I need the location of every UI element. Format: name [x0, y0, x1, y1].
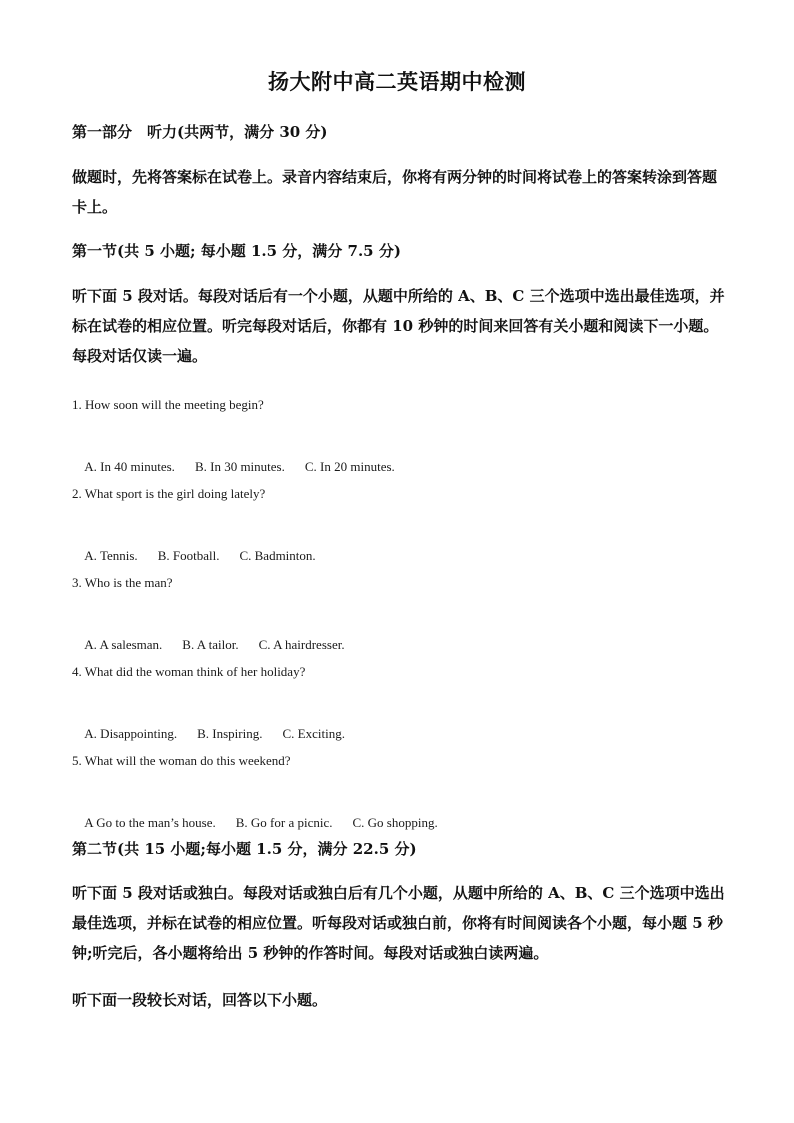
- option-b: B. In 30 minutes.: [194, 459, 285, 474]
- option-a: A. Disappointing.: [84, 726, 178, 741]
- option-a: A. Tennis.: [84, 548, 138, 563]
- question-2: 2. What sport is the girl doing lately?: [72, 486, 266, 501]
- page-title: 扬大附中高二英语期中检测: [268, 69, 526, 94]
- section2-heading: 第二节(共 15 小题;每小题 1.5 分，满分 22.5 分): [72, 840, 417, 858]
- question-3: 3. Who is the man?: [72, 575, 173, 590]
- option-b: B. Go for a picnic.: [235, 815, 333, 830]
- section2-instruction: 听下面 5 段对话或独白。每段对话或独白后有几个小题，从题中所给的 A、B、C 三个选项中选出最佳选项，并标在试卷的相应位置。听每段对话或独白前，你将有时间阅读各个小题，每小题 5 秒钟;听完后，各小题将给出 5 秒钟的作答时间。每段对话或独白读两遍。: [72, 884, 725, 962]
- section1-heading: 第一节(共 5 小题; 每小题 1.5 分，满分 7.5 分): [72, 242, 401, 260]
- option-b: B. A tailor.: [182, 637, 239, 652]
- option-c: C. Badminton.: [239, 548, 316, 563]
- section1-instruction: 听下面 5 段对话。每段对话后有一个小题，从题中所给的 A、B、C 三个选项中选出最佳选项，并标在试卷的相应位置。听完每段对话后，你都有 10 秒钟的时间来回答有关小题和阅读下一小题。每段对话仅读一遍。: [72, 287, 725, 365]
- option-a: A Go to the man’s house.: [84, 815, 216, 830]
- instruction-1: 做题时，先将答案标在试卷上。录音内容结束后，你将有两分钟的时间将试卷上的答案转涂到答题卡上。: [72, 168, 718, 216]
- question-5: 5. What will the woman do this weekend?: [72, 753, 291, 768]
- question-1: 1. How soon will the meeting begin?: [72, 397, 264, 412]
- option-b: B. Inspiring.: [197, 726, 263, 741]
- option-a: A. A salesman.: [84, 637, 163, 652]
- option-b: B. Football.: [157, 548, 220, 563]
- next-instruction: 听下面一段较长对话，回答以下小题。: [72, 991, 328, 1009]
- part1-heading: 第一部分 听力(共两节，满分 30 分): [72, 123, 328, 141]
- question-4: 4. What did the woman think of her holiday?: [72, 664, 306, 679]
- option-c: C. Exciting.: [282, 726, 345, 741]
- option-c: C. Go shopping.: [352, 815, 438, 830]
- option-c: C. A hairdresser.: [258, 637, 345, 652]
- option-c: C. In 20 minutes.: [304, 459, 395, 474]
- option-a: A. In 40 minutes.: [84, 459, 175, 474]
